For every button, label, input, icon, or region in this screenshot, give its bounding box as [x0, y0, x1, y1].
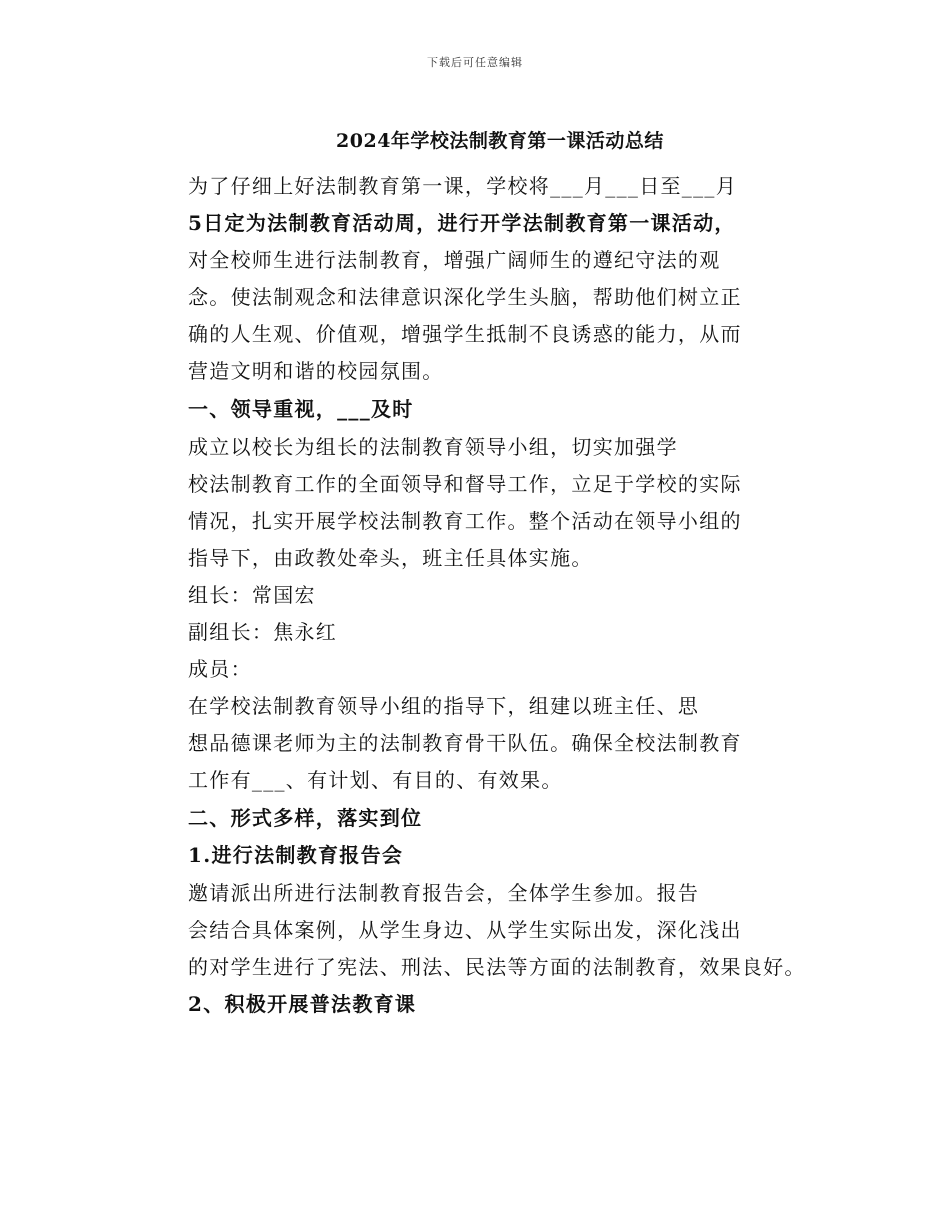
- section-heading: 一、领导重视，___及时: [188, 397, 414, 421]
- section-heading: 二、形式多样，落实到位: [188, 806, 423, 830]
- paragraph-line: 校法制教育工作的全面领导和督导工作，立足于学校的实际: [188, 472, 742, 496]
- header-note: 下载后可任意编辑: [427, 56, 523, 69]
- paragraph-line: 为了仔细上好法制教育第一课，学校将___月___日至___月: [188, 174, 737, 198]
- paragraph-line: 成员：: [188, 657, 252, 681]
- paragraph-line: 工作有___、有计划、有目的、有效果。: [188, 768, 563, 792]
- paragraph-line: 指导下，由政教处牵头，班主任具体实施。: [188, 546, 593, 570]
- paragraph-line: 在学校法制教育领导小组的指导下，组建以班主任、思: [188, 694, 700, 718]
- paragraph-line: 想品德课老师为主的法制教育骨干队伍。确保全校法制教育: [188, 731, 742, 755]
- paragraph-line: 确的人生观、价值观，增强学生抵制不良诱惑的能力，从而: [188, 322, 742, 346]
- paragraph-line: 营造文明和谐的校园氛围。: [188, 359, 444, 383]
- paragraph-line: 对全校师生进行法制教育，增强广阔师生的遵纪守法的观: [188, 248, 721, 272]
- paragraph-line: 情况，扎实开展学校法制教育工作。整个活动在领导小组的: [188, 509, 742, 533]
- document-title: 2024年学校法制教育第一课活动总结: [336, 130, 664, 152]
- paragraph-line: 念。使法制观念和法律意识深化学生头脑，帮助他们树立正: [188, 285, 742, 309]
- section-heading: 5日定为法制教育活动周，进行开学法制教育第一课活动，: [188, 211, 736, 235]
- paragraph-line: 组长：常国宏: [188, 583, 316, 607]
- paragraph-line: 成立以校长为组长的法制教育领导小组，切实加强学: [188, 435, 678, 459]
- section-heading: 1.进行法制教育报告会: [188, 843, 404, 867]
- paragraph-line: 邀请派出所进行法制教育报告会，全体学生参加。报告: [188, 881, 700, 905]
- paragraph-line: 副组长：焦永红: [188, 620, 338, 644]
- paragraph-line: 的对学生进行了宪法、刑法、民法等方面的法制教育，效果良好。: [188, 955, 806, 979]
- paragraph-line: 会结合具体案例，从学生身边、从学生实际出发，深化浅出: [188, 918, 742, 942]
- section-heading: 2、积极开展普法教育课: [188, 992, 417, 1016]
